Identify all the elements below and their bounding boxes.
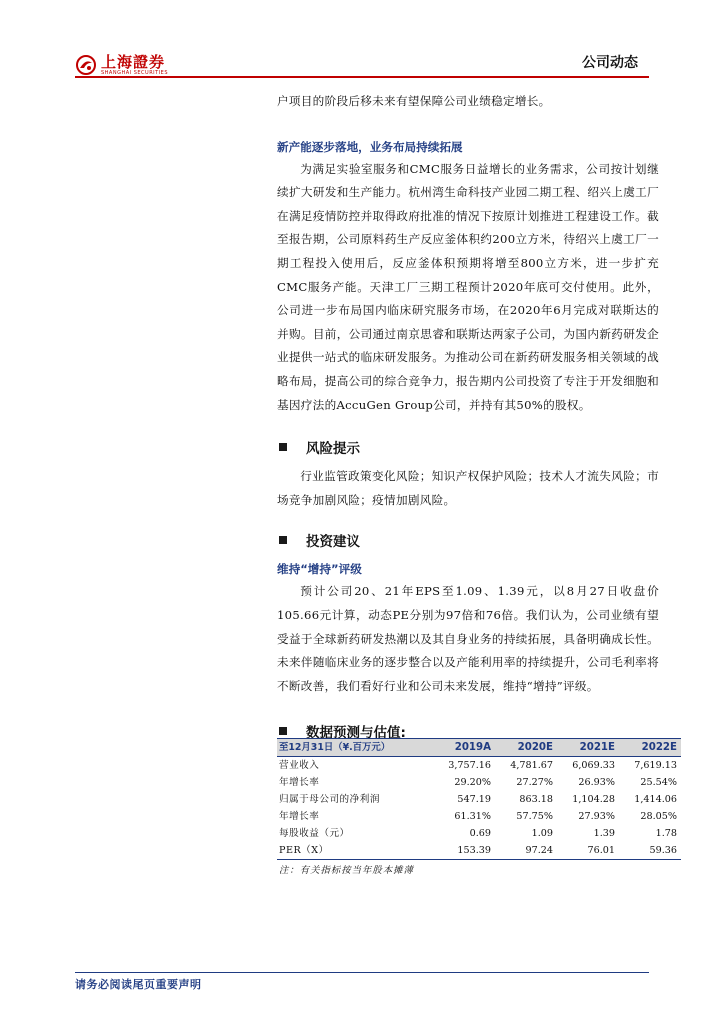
table-cell: 1.39 — [593, 828, 615, 839]
table-header-cell: 2021E — [579, 742, 615, 753]
risk-section-heading — [277, 435, 659, 459]
table-cell: 57.75% — [516, 811, 553, 822]
table-cell: 1.09 — [531, 828, 553, 839]
table-note: 注：有关指标按当年股本摊薄 — [279, 865, 414, 876]
forecast-table — [277, 738, 681, 860]
table-cell: 29.20% — [454, 777, 491, 788]
intro-paragraph: 户项目的阶段后移未来有望保障公司业绩稳定增长。 — [277, 94, 551, 108]
logo-chinese-text: 上海證券 — [101, 53, 166, 71]
square-bullet-icon — [279, 536, 287, 544]
table-cell: 76.01 — [587, 845, 615, 856]
table-header-cell: 2020E — [517, 742, 553, 753]
table-cell: 27.93% — [578, 811, 615, 822]
table-cell: 7,619.13 — [634, 760, 677, 771]
table-row — [277, 774, 681, 791]
table-cell: 28.05% — [640, 811, 677, 822]
table-cell: 年增长率 — [279, 777, 320, 788]
table-cell: 26.93% — [578, 777, 615, 788]
page-header — [0, 0, 724, 80]
table-cell: 59.36 — [649, 845, 677, 856]
company-logo — [75, 54, 168, 76]
table-cell: 年增长率 — [279, 811, 320, 822]
table-cell: 每股收益（元） — [279, 828, 350, 839]
table-row — [277, 791, 681, 808]
table-header-row — [277, 739, 681, 757]
table-cell: 1,104.28 — [572, 794, 615, 805]
table-cell: 1,414.06 — [634, 794, 677, 805]
table-cell: 97.24 — [525, 845, 553, 856]
capacity-heading: 新产能逐步落地，业务布局持续拓展 — [277, 139, 463, 154]
table-header-cell: 至12月31日（¥.百万元） — [279, 742, 391, 753]
logo-english-text: SHANGHAI SECURITIES — [101, 70, 169, 76]
table-header-cell: 2019A — [454, 742, 491, 753]
footer-divider — [75, 972, 649, 973]
square-bullet-icon — [279, 443, 287, 451]
square-bullet-icon — [279, 727, 287, 735]
table-cell: 547.19 — [457, 794, 491, 805]
header-divider — [75, 76, 649, 78]
logo-emblem-icon — [75, 55, 97, 75]
table-row — [277, 842, 681, 860]
table-header-cell: 2022E — [641, 742, 677, 753]
table-cell: 27.27% — [516, 777, 553, 788]
invest-section-heading — [277, 528, 659, 552]
rating-paragraph: 预计公司20、21年EPS至1.09、1.39元，以8月27日收盘价105.66元计算，动态PE分别为97倍和76倍。我们认为，公司业绩有望受益于全球新药研发热潮以及其自身业务的持续拓展，具备明确成长性。未来伴随临床业务的逐步整合以及产能利用率的持续提升，公司毛利率将不断改善，我们看好行业和公司未来发展，维持“增持”评级。 — [277, 584, 659, 693]
table-cell: 153.39 — [457, 845, 491, 856]
table-cell: 1.78 — [655, 828, 677, 839]
table-cell: 863.18 — [519, 794, 553, 805]
rating-heading: 维持“增持”评级 — [277, 562, 362, 577]
forecast-title: 数据预测与估值: — [306, 725, 406, 741]
table-cell: 营业收入 — [279, 760, 320, 771]
table-cell: 6,069.33 — [572, 760, 615, 771]
table-cell: 61.31% — [454, 811, 491, 822]
table-row — [277, 825, 681, 842]
invest-heading-text: 投资建议 — [306, 534, 360, 551]
table-row — [277, 808, 681, 825]
capacity-paragraph: 为满足实验室服务和CMC服务日益增长的业务需求，公司按计划继续扩大研发和生产能力。杭州湾生命科技产业园二期工程、绍兴上虞工厂在满足疫情防控并取得政府批准的情况下按原计划推进工程建设工作。截至报告期，公司原料药生产反应釜体积约200立方米，待绍兴上虞工厂一期工程投入使用后，反应釜体积预期将增至800立方米，进一步扩充CMC服务产能。天津工厂三期工程预计2020年底可交付使用。此外，公司进一步布局国内临床研究服务市场，在2020年6月完成对联斯达的并购。目前，公司通过南京思睿和联斯达两家子公司，为国内新药研发企业提供一站式的临床研发服务。为推动公司在新药研发服务相关领域的战略布局，提高公司的综合竞争力，报告期内公司投资了专注于开发细胞和基因疗法的AccuGen Group公司，并持有其50%的股权。 — [277, 161, 659, 412]
table-cell: 25.54% — [640, 777, 677, 788]
main-content — [277, 90, 659, 698]
table-cell: 0.69 — [469, 828, 491, 839]
document-type-label: 公司动态 — [582, 55, 638, 71]
table-cell: 归属于母公司的净利润 — [279, 794, 380, 805]
risk-paragraph: 行业监管政策变化风险；知识产权保护风险；技术人才流失风险；市场竞争加剧风险；疫情加剧风险。 — [277, 469, 659, 507]
table-cell: 4,781.67 — [510, 760, 553, 771]
risk-heading-text: 风险提示 — [306, 441, 360, 458]
table-cell: PER（X） — [279, 845, 329, 856]
table-cell: 3,757.16 — [448, 760, 491, 771]
footer-disclaimer: 请务必阅读尾页重要声明 — [75, 978, 202, 991]
table-row — [277, 757, 681, 775]
